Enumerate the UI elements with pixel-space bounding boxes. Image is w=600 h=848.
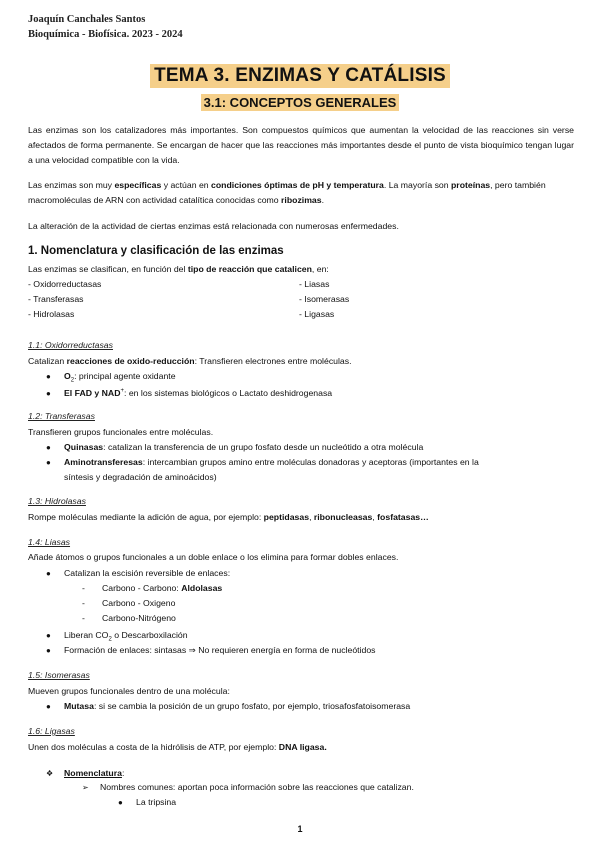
bullet-item bbox=[46, 566, 230, 581]
intro-paragraph-3: La alteración de la actividad de ciertas enzimas está relacionada con numerosas enfermedades. bbox=[28, 221, 399, 231]
bullet-icon: ● bbox=[46, 702, 51, 711]
header-author: Joaquín Canchales Santos bbox=[28, 14, 146, 25]
bold-text: condiciones óptimas de pH y temperatura bbox=[211, 180, 384, 190]
bold-text: Quinasas bbox=[64, 442, 104, 452]
bold-text: O bbox=[64, 371, 71, 381]
page-subtitle: 3.1: CONCEPTOS GENERALES bbox=[201, 94, 400, 111]
subsection-text bbox=[28, 740, 574, 755]
subsection-title: 1.3: Hidrolasas bbox=[28, 496, 86, 506]
text: : en los sistemas biológicos o Lactato deshidrogenasa bbox=[124, 387, 333, 398]
intro-paragraph-1: Las enzimas son los catalizadores más importantes. Son compuestos químicos que aumentan la velocidad de las reacciones sin verse afectados de forma permanente. Se encargan de hacer que las reacciones más importantes desde el punto de vista bioquímico tengan lugar a una velocidad compatible con la vida. bbox=[28, 125, 574, 165]
nomenclature-item bbox=[46, 766, 124, 781]
subsection-title: 1.1: Oxidorreductasas bbox=[28, 340, 113, 350]
text: Unen dos moléculas a costa de la hidrólisis de ATP, por ejemplo: bbox=[28, 742, 279, 752]
list-item: - Ligasas bbox=[299, 309, 335, 319]
subsection-text bbox=[28, 510, 574, 525]
text: : principal agente oxidante bbox=[74, 371, 176, 381]
bullet-continuation: síntesis y degradación de aminoácidos) bbox=[64, 472, 217, 482]
bold-text: El FAD y NAD bbox=[64, 387, 121, 398]
subsection-text: Transfieren grupos funcionales entre moléculas. bbox=[28, 427, 214, 437]
intro-paragraph-2 bbox=[28, 178, 574, 208]
text: . La mayoría son bbox=[383, 180, 451, 190]
text: Las enzimas se clasifican, en función del bbox=[28, 264, 188, 274]
text: : bbox=[121, 768, 125, 778]
bullet-icon: ● bbox=[46, 372, 51, 381]
list-item: - Transferasas bbox=[28, 294, 84, 304]
list-item: - Hidrolasas bbox=[28, 309, 75, 319]
classification-line bbox=[28, 262, 574, 277]
dash-item bbox=[82, 581, 222, 596]
class-list-right bbox=[299, 277, 349, 322]
text: y actúan en bbox=[161, 180, 212, 190]
text: Las enzimas son muy bbox=[28, 180, 115, 190]
class-list-left bbox=[28, 277, 101, 322]
page-title: TEMA 3. ENZIMAS Y CATÁLISIS bbox=[150, 64, 450, 88]
diamond-bullet-icon: ❖ bbox=[46, 769, 54, 778]
list-item: - Liasas bbox=[299, 279, 330, 289]
bold-text: fosfatasas… bbox=[377, 512, 429, 522]
section-heading: 1. Nomenclatura y clasificación de las enzimas bbox=[28, 245, 284, 257]
text: La tripsina bbox=[136, 797, 177, 807]
bullet-item bbox=[46, 643, 376, 658]
subsection-title: 1.2: Transferasas bbox=[28, 411, 95, 421]
superscript: + bbox=[120, 388, 124, 394]
text: , bbox=[372, 512, 378, 522]
text: : intercambian grupos amino entre moléculas donadoras y aceptoras (importantes en la bbox=[142, 457, 479, 467]
title-container bbox=[0, 64, 600, 88]
text: : si se cambia la posición de un grupo fosfato, por ejemplo, triosafosfatoisomerasa bbox=[93, 701, 411, 711]
text: Nombres comunes: aportan poca información sobre las reacciones que catalizan. bbox=[100, 782, 414, 792]
bold-text: Mutasa bbox=[64, 701, 94, 711]
text: Rompe moléculas mediante la adición de agua, por ejemplo: bbox=[28, 512, 264, 522]
dash-item bbox=[82, 596, 175, 611]
bold-text: Aldolasas bbox=[181, 583, 223, 593]
subsection-title: 1.6: Ligasas bbox=[28, 726, 75, 736]
text: Carbono-Nitrógeno bbox=[102, 613, 176, 623]
bold-text: específicas bbox=[114, 180, 162, 190]
list-item: - Oxidorreductasas bbox=[28, 279, 102, 289]
bold-text: proteínas bbox=[451, 180, 491, 190]
bold-text: peptidasas bbox=[263, 512, 310, 522]
dash-item bbox=[82, 611, 176, 626]
text: Liberan CO bbox=[64, 630, 109, 640]
bullet-icon: ● bbox=[46, 646, 51, 655]
text: Catalizan la escisión reversible de enlaces: bbox=[64, 568, 231, 578]
bullet-item bbox=[46, 699, 410, 714]
bold-text: Nomenclatura bbox=[64, 768, 122, 778]
subscript: 2 bbox=[70, 377, 75, 384]
subsection-text: Mueven grupos funcionales dentro de una molécula: bbox=[28, 686, 230, 696]
text: : catalizan la transferencia de un grupo fosfato desde un nucleótido a otra molécula bbox=[103, 442, 424, 452]
subsection-text bbox=[28, 354, 574, 369]
bullet-icon: ● bbox=[46, 388, 51, 398]
text: Formación de enlaces: sintasas ⇒ No requieren energía en forma de nucleótidos bbox=[64, 645, 376, 655]
text: Catalizan bbox=[28, 356, 67, 366]
subtitle-container bbox=[0, 94, 600, 112]
subsection-text: Añade átomos o grupos funcionales a un doble enlace o los elimina para formar dobles enlaces. bbox=[28, 552, 399, 562]
bold-text: DNA ligasa. bbox=[278, 742, 327, 752]
header-course: Bioquímica - Biofísica. 2023 - 2024 bbox=[28, 29, 183, 40]
dash-marker: - bbox=[82, 583, 85, 593]
bullet-item bbox=[118, 795, 176, 810]
bold-text: reacciones de oxido-reducción bbox=[66, 356, 195, 366]
bullet-icon: ● bbox=[118, 798, 123, 807]
subscript: 2 bbox=[108, 636, 112, 643]
dash-marker: - bbox=[82, 598, 85, 608]
bold-text: ribozimas bbox=[281, 195, 322, 205]
text: , en: bbox=[311, 264, 329, 274]
text: Carbono - Carbono: bbox=[102, 583, 182, 593]
bold-text: Aminotransferesas bbox=[64, 457, 143, 467]
text: Carbono - Oxigeno bbox=[102, 598, 176, 608]
text: : Transfieren electrones entre moléculas. bbox=[194, 356, 352, 366]
dash-marker: - bbox=[82, 613, 85, 623]
bullet-item bbox=[46, 384, 332, 401]
bullet-icon: ● bbox=[46, 443, 51, 452]
arrow-icon: ➢ bbox=[82, 783, 89, 792]
page-number: 1 bbox=[297, 824, 303, 834]
bold-text: tipo de reacción que catalicen bbox=[187, 264, 312, 274]
bullet-item bbox=[46, 455, 574, 470]
bullet-icon: ● bbox=[46, 569, 51, 578]
text: o Descarboxilación bbox=[111, 630, 188, 640]
list-item: - Isomerasas bbox=[299, 294, 350, 304]
bullet-icon: ● bbox=[46, 458, 51, 467]
subsection-title: 1.4: Liasas bbox=[28, 537, 71, 547]
bullet-item bbox=[46, 440, 574, 455]
text: . bbox=[321, 195, 325, 205]
bullet-icon: ● bbox=[46, 631, 51, 640]
subsection-title: 1.5: Isomerasas bbox=[28, 670, 90, 680]
bold-text: ribonucleasas bbox=[313, 512, 373, 522]
text: , bbox=[309, 512, 314, 522]
arrow-item bbox=[82, 780, 414, 795]
text: , pero también macromoléculas de ARN con actividad catalítica conocidas como bbox=[28, 180, 546, 205]
